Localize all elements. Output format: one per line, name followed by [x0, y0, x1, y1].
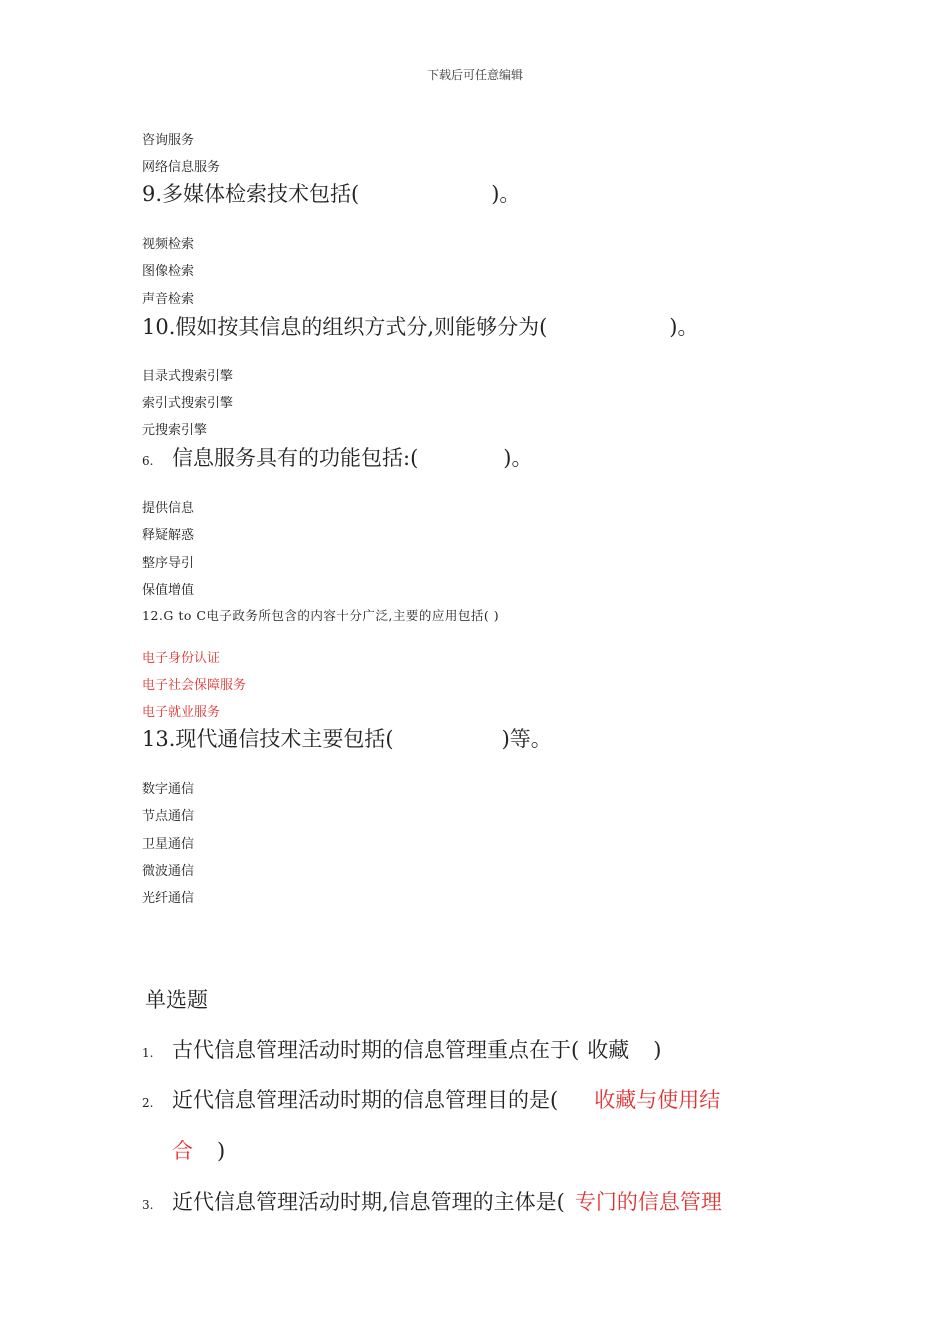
question-number: 3.: [142, 1198, 154, 1212]
question-text: 古代信息管理活动时期的信息管理重点在于(: [172, 1038, 580, 1062]
answer-text: 专门的信息管理: [574, 1190, 722, 1214]
question-text: 近代信息管理活动时期,信息管理的主体是(: [172, 1190, 565, 1214]
section-title: 单选题: [145, 988, 208, 1012]
question-close: ): [217, 1139, 226, 1163]
option-item: 图像检索: [142, 264, 195, 279]
option-item: 网络信息服务: [142, 160, 221, 175]
question-text: 9.多媒体检索技术包括(: [142, 182, 360, 206]
option-item: 视频检索: [142, 237, 195, 252]
answer-text: 合: [172, 1139, 193, 1163]
question-10: [142, 311, 698, 341]
question-11: [142, 442, 532, 472]
question-close: )。: [669, 315, 699, 339]
single-question-3: [142, 1186, 722, 1216]
option-item: 数字通信: [142, 782, 195, 797]
question-text: 10.假如按其信息的组织方式分,则能够分为(: [142, 315, 548, 339]
option-item: 整序导引: [142, 556, 195, 571]
option-item: 元搜索引擎: [142, 423, 208, 438]
question-number: 1.: [142, 1046, 154, 1060]
answer-text: 收藏与使用结: [594, 1088, 721, 1112]
option-item: 索引式搜索引擎: [142, 396, 234, 411]
option-item: 声音检索: [142, 292, 195, 307]
option-item: 保值增值: [142, 583, 195, 598]
question-text: 信息服务具有的功能包括:(: [172, 446, 419, 470]
option-item: 微波通信: [142, 864, 195, 879]
answer-option-item: 电子就业服务: [142, 705, 221, 720]
question-close: )。: [491, 182, 521, 206]
question-close: )等。: [501, 727, 552, 751]
option-item: 光纤通信: [142, 891, 195, 906]
question-9: [142, 178, 520, 208]
option-item: 释疑解惑: [142, 528, 195, 543]
answer-text: 收藏: [587, 1038, 630, 1062]
single-question-2-cont: [172, 1135, 225, 1165]
page-header: 下载后可任意编辑: [426, 68, 523, 82]
option-item: 目录式搜索引擎: [142, 369, 234, 384]
question-close: ): [653, 1038, 662, 1062]
option-item: 咨询服务: [142, 133, 195, 148]
single-question-1: [142, 1034, 661, 1064]
question-text: 13.现代通信技术主要包括(: [142, 727, 394, 751]
question-12: 12.G to C电子政务所包含的内容十分广泛,主要的应用包括( ): [142, 608, 500, 623]
option-item: 节点通信: [142, 809, 195, 824]
question-number: 6.: [142, 454, 154, 468]
option-item: 卫星通信: [142, 837, 195, 852]
question-close: )。: [503, 446, 533, 470]
option-item: 提供信息: [142, 501, 195, 516]
answer-option-item: 电子社会保障服务: [142, 678, 247, 693]
question-text: 近代信息管理活动时期的信息管理目的是(: [172, 1088, 559, 1112]
single-question-2: [142, 1084, 720, 1114]
question-13: [142, 723, 552, 753]
answer-option-item: 电子身份认证: [142, 651, 221, 666]
question-number: 2.: [142, 1096, 154, 1110]
